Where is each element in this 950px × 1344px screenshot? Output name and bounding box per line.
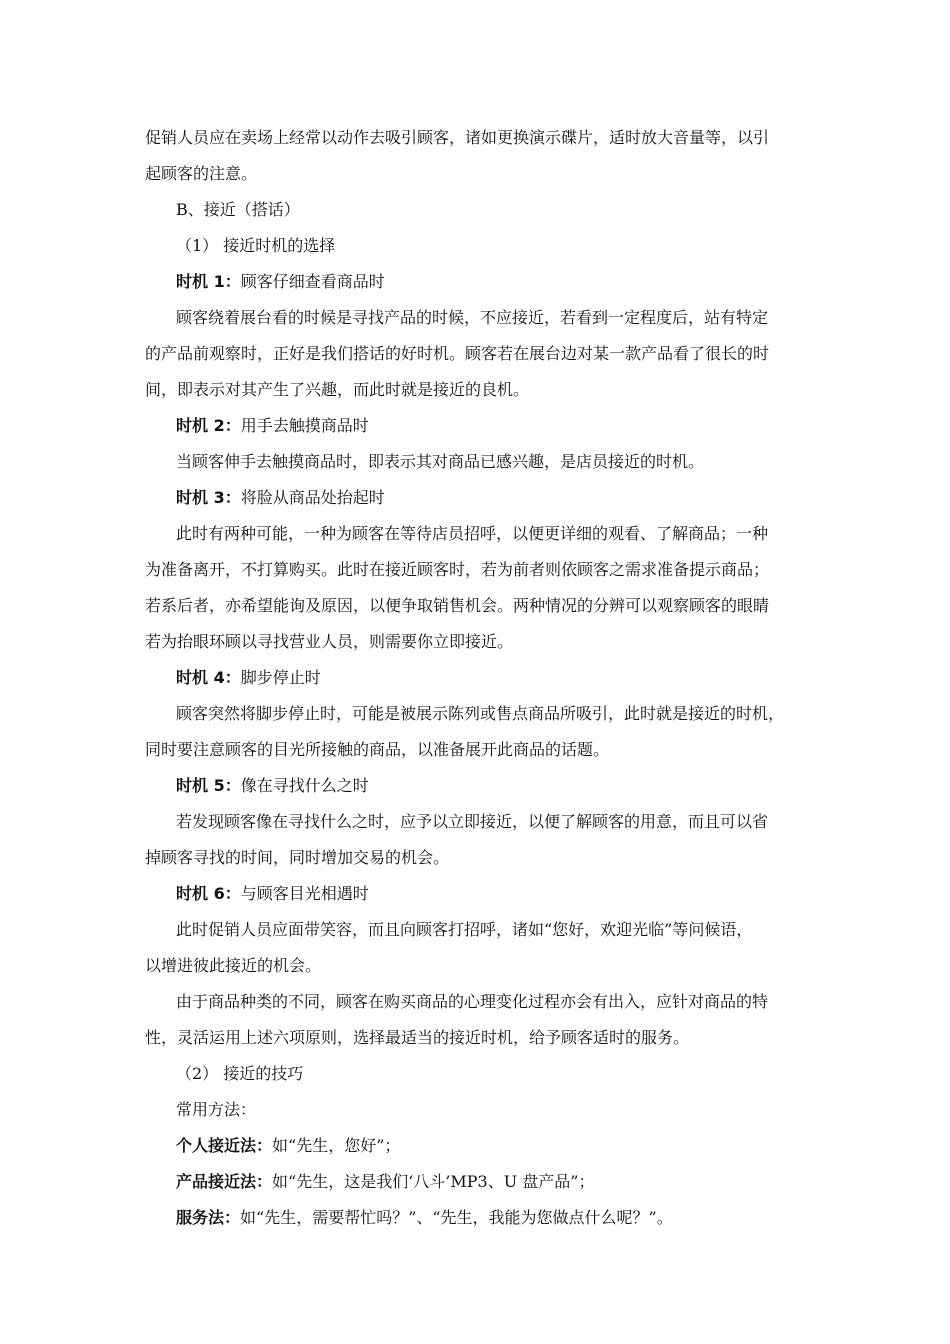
paragraph-line: 的产品前观察时，正好是我们搭话的好时机。顾客若在展台边对某一款产品看了很长的时 xyxy=(145,344,770,363)
timing-heading xyxy=(176,488,810,508)
timing-heading xyxy=(176,776,810,796)
timing-title: 像在寻找什么之时 xyxy=(240,776,369,795)
timing-heading xyxy=(176,668,810,688)
paragraph-line: 若发现顾客像在寻找什么之时，应予以立即接近，以便了解顾客的用意，而且可以省 xyxy=(176,812,769,831)
timing-title: 顾客仔细查看商品时 xyxy=(240,272,385,291)
timing-title: 脚步停止时 xyxy=(240,668,321,687)
method-label: 产品接近法： xyxy=(176,1172,273,1191)
paragraph-line: 为准备离开，不打算购买。此时在接近顾客时，若为前者则依顾客之需求准备提示商品； xyxy=(145,560,770,579)
paragraph-line: 若为抬眼环顾以寻找营业人员，则需要你立即接近。 xyxy=(145,632,514,651)
paragraph-line: 若系后者，亦希望能询及原因，以便争取销售机会。两种情况的分辨可以观察顾客的眼睛 xyxy=(145,596,770,615)
timing-label: 时机 2： xyxy=(176,416,241,435)
paragraph-line: 起顾客的注意。 xyxy=(145,164,258,183)
paragraph-line: 掉顾客寻找的时间，同时增加交易的机会。 xyxy=(145,848,450,867)
timing-title: 将脸从商品处抬起时 xyxy=(240,488,385,507)
method-text: 如“先生，这是我们‘八斗’MP3、U 盘产品”； xyxy=(272,1172,595,1191)
paragraph-line: 此时促销人员应面带笑容，而且向顾客打招呼，诸如“您好，欢迎光临”等问候语， xyxy=(176,920,753,939)
paragraph-line: 顾客突然将脚步停止时，可能是被展示陈列或售点商品所吸引，此时就是接近的时机， xyxy=(176,704,785,723)
paragraph-line: 顾客绕着展台看的时候是寻找产品的时候，不应接近，若看到一定程度后，站有特定 xyxy=(176,308,769,327)
method-label: 服务法： xyxy=(176,1208,241,1227)
common-methods-label: 常用方法： xyxy=(176,1100,257,1119)
method-item xyxy=(176,1208,810,1228)
paragraph-line: 由于商品种类的不同，顾客在购买商品的心理变化过程亦会有出入，应针对商品的特 xyxy=(176,992,769,1011)
subsection-heading-1: （1） 接近时机的选择 xyxy=(176,236,336,255)
timing-heading xyxy=(176,884,810,904)
method-label: 个人接近法： xyxy=(176,1136,273,1155)
paragraph-line: 以增进彼此接近的机会。 xyxy=(145,956,322,975)
paragraph-line: 当顾客伸手去触摸商品时，即表示其对商品已感兴趣，是店员接近的时机。 xyxy=(176,452,705,471)
section-heading-b: B、接近（搭话） xyxy=(176,200,300,219)
paragraph-line: 同时要注意顾客的目光所接触的商品，以准备展开此商品的话题。 xyxy=(145,740,610,759)
paragraph-line: 间，即表示对其产生了兴趣，而此时就是接近的良机。 xyxy=(145,380,530,399)
method-item xyxy=(176,1136,810,1156)
timing-title: 用手去触摸商品时 xyxy=(240,416,369,435)
timing-title: 与顾客目光相遇时 xyxy=(240,884,369,903)
subsection-heading-2: （2） 接近的技巧 xyxy=(176,1064,304,1083)
timing-heading xyxy=(176,272,810,292)
method-text: 如“先生，您好”； xyxy=(272,1136,401,1155)
paragraph-line: 促销人员应在卖场上经常以动作去吸引顾客，诸如更换演示碟片，适时放大音量等，以引 xyxy=(145,128,770,147)
timing-label: 时机 3： xyxy=(176,488,241,507)
timing-label: 时机 5： xyxy=(176,776,241,795)
method-text: 如“先生，需要帮忙吗？”、“先生，我能为您做点什么呢？”。 xyxy=(240,1208,673,1227)
timing-label: 时机 4： xyxy=(176,668,241,687)
method-item xyxy=(176,1172,810,1192)
timing-label: 时机 6： xyxy=(176,884,241,903)
timing-heading xyxy=(176,416,810,436)
paragraph-line: 性，灵活运用上述六项原则，选择最适当的接近时机，给予顾客适时的服务。 xyxy=(145,1028,690,1047)
timing-label: 时机 1： xyxy=(176,272,241,291)
paragraph-line: 此时有两种可能，一种为顾客在等待店员招呼，以便更详细的观看、了解商品；一种 xyxy=(176,524,769,543)
